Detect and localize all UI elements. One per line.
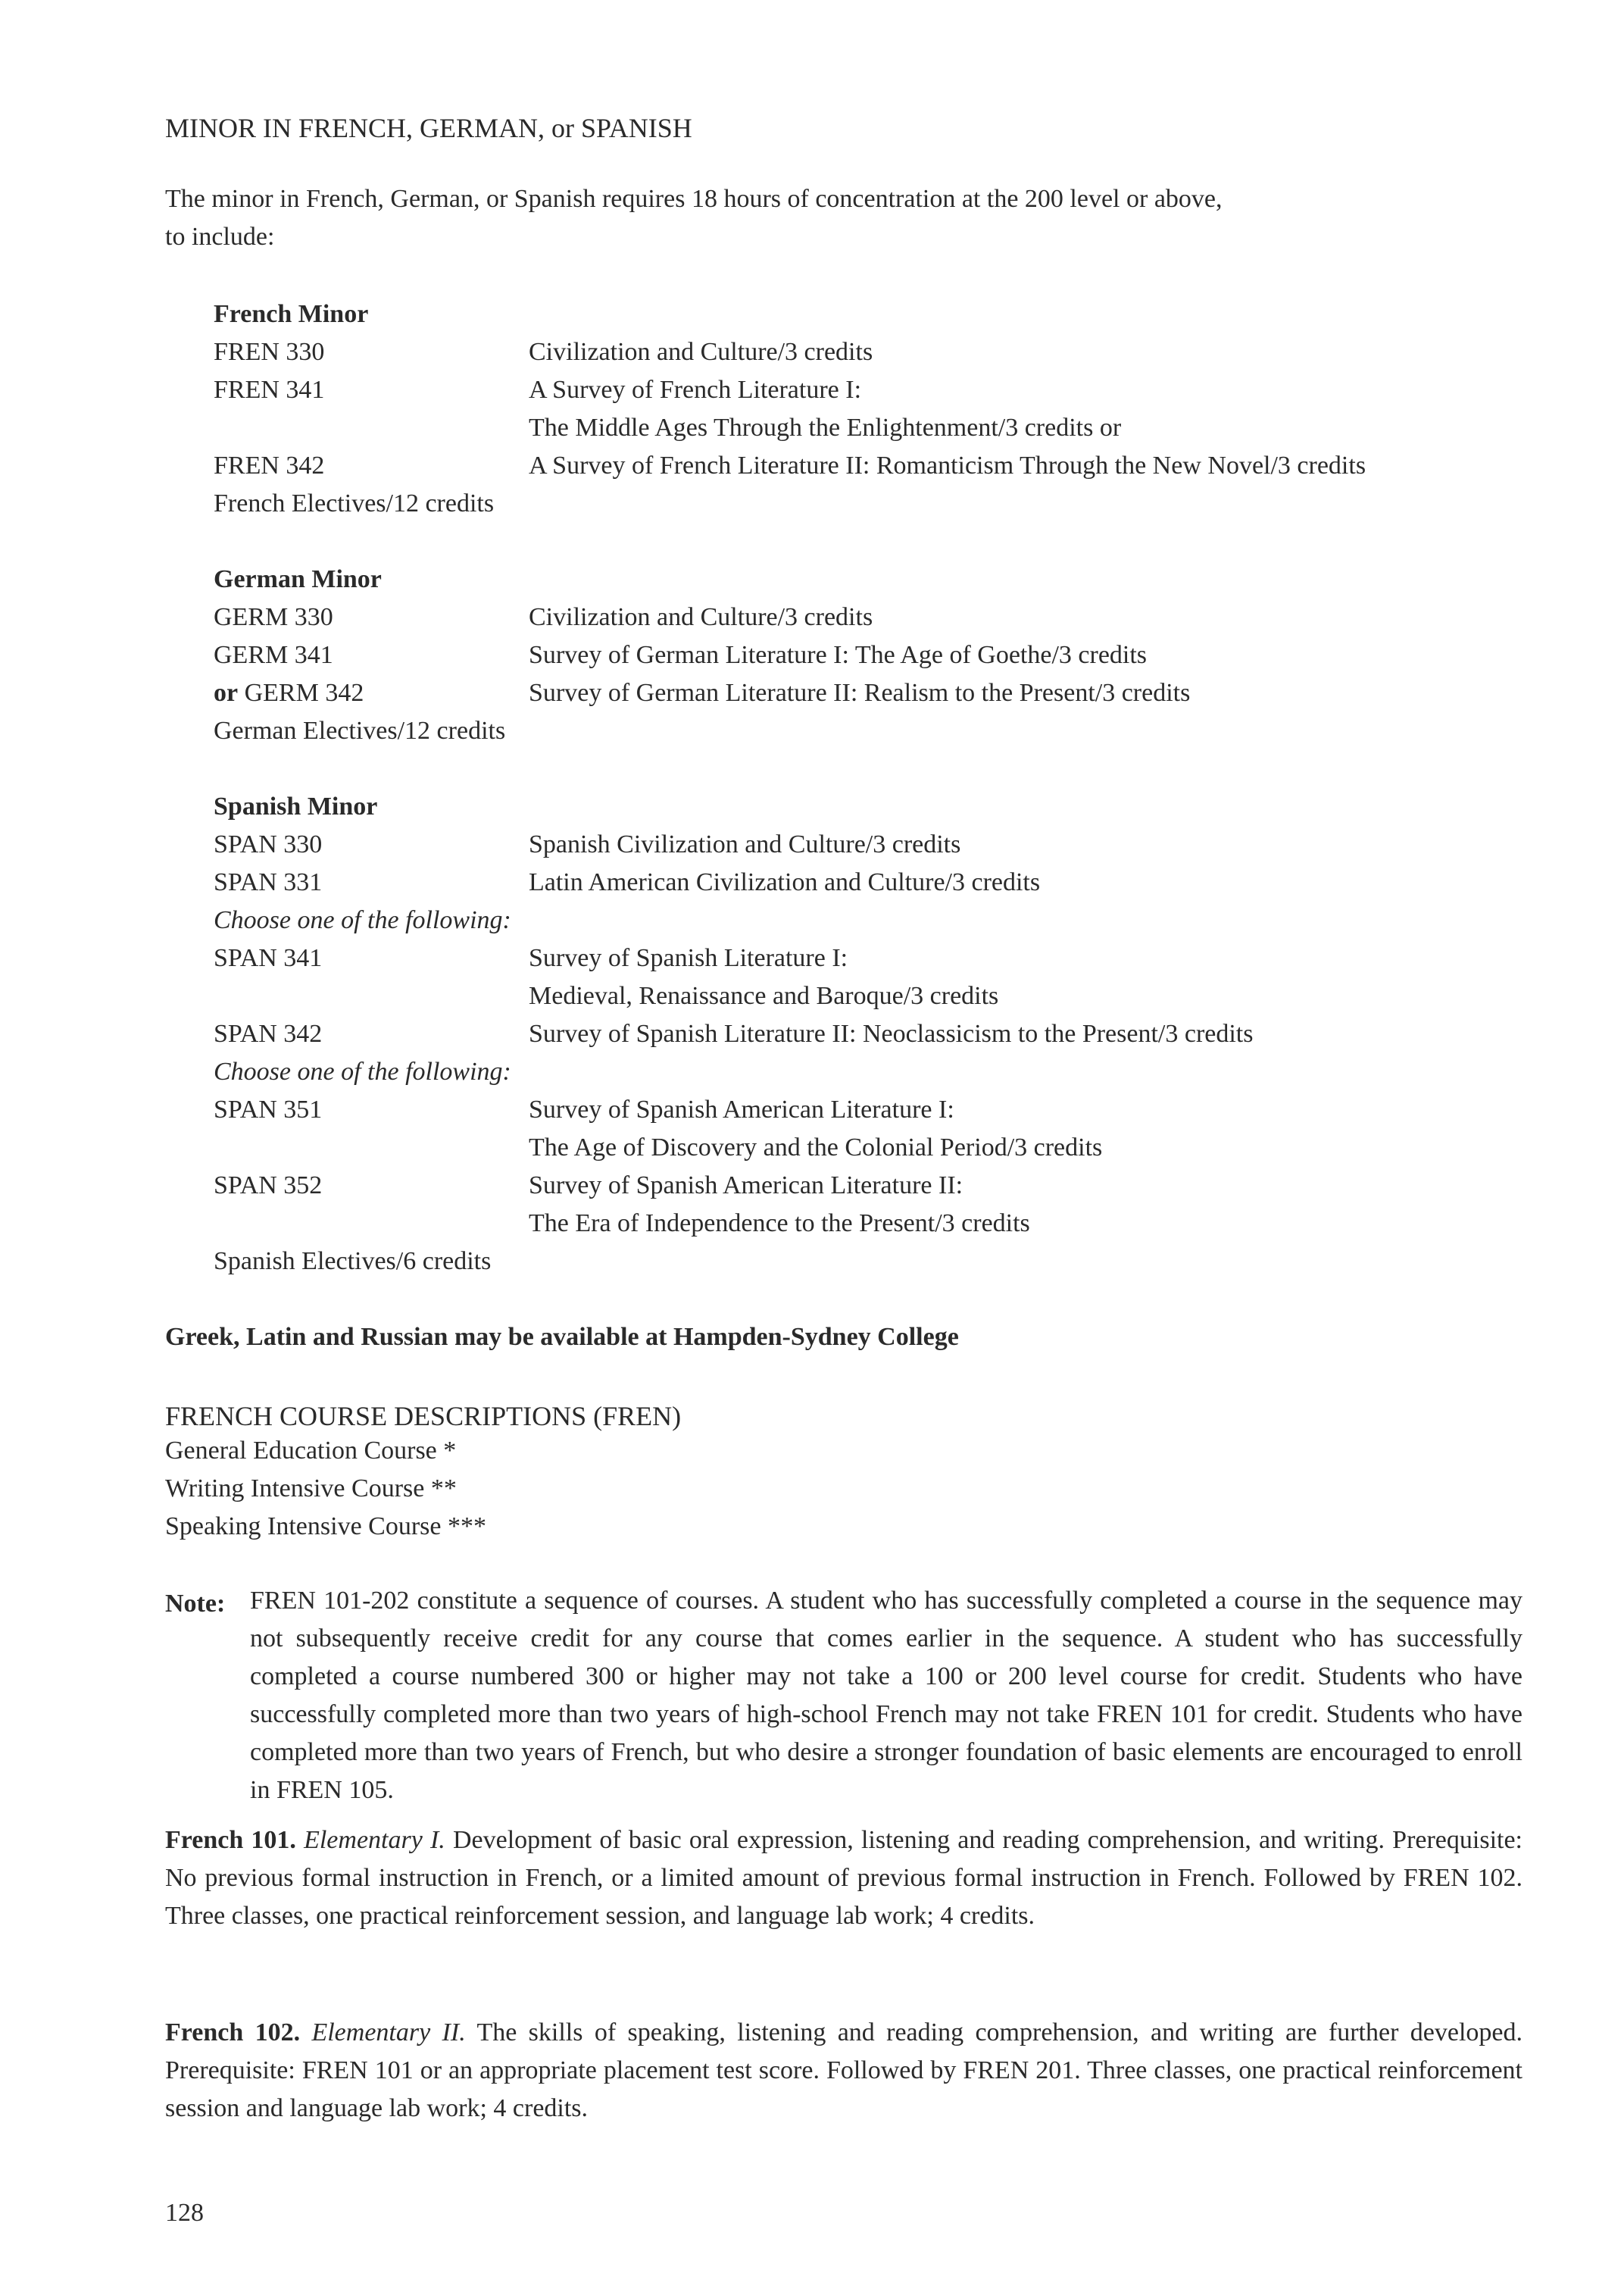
choose-one-label: Choose one of the following: <box>214 1058 511 1086</box>
spanish-course-code: SPAN 341 <box>214 944 323 972</box>
legend-general-education: General Education Course * <box>165 1437 457 1465</box>
spanish-course-desc: Survey of Spanish American Literature II: <box>529 1171 963 1199</box>
course-french-102 <box>165 2014 1522 2128</box>
french-course-code: FREN 341 <box>214 376 325 404</box>
german-course-code: GERM 342 <box>244 679 364 707</box>
french-course-desc: A Survey of French Literature I: <box>529 376 862 404</box>
german-course-desc: Civilization and Culture/3 credits <box>529 603 873 631</box>
spanish-course-desc-cont: Medieval, Renaissance and Baroque/3 credits <box>529 982 999 1010</box>
german-course-code: GERM 330 <box>214 603 333 631</box>
course-description: Development of basic oral expression, listening and reading comprehension, and writing. Prerequisite: No previous formal instruction in French, or a limited amount of previous formal instruction in French. Followed by FREN 102. Three classes, one practical reinforcement session, and language lab work; 4 credits. <box>165 1826 1522 1930</box>
spanish-course-code: SPAN 330 <box>214 830 323 858</box>
spanish-course-code: SPAN 351 <box>214 1096 323 1124</box>
spanish-minor-heading: Spanish Minor <box>214 793 378 821</box>
spanish-course-desc: Survey of Spanish Literature I: <box>529 944 848 972</box>
spanish-course-desc: Spanish Civilization and Culture/3 credits <box>529 830 961 858</box>
german-electives: German Electives/12 credits <box>214 717 506 745</box>
german-course-desc: Survey of German Literature II: Realism to the Present/3 credits <box>529 679 1191 707</box>
choose-one-label: Choose one of the following: <box>214 906 511 934</box>
spanish-course-desc-cont: The Age of Discovery and the Colonial Period/3 credits <box>529 1133 1103 1162</box>
german-course-code-alt <box>214 680 364 706</box>
spanish-course-code: SPAN 342 <box>214 1020 323 1048</box>
spanish-course-desc: Survey of Spanish American Literature I: <box>529 1096 954 1124</box>
note-text: FREN 101-202 constitute a sequence of courses. A student who has successfully completed a course in the sequence may not subsequently receive credit for any course that comes earlier in the sequence. A student who has successfully completed a course numbered 300 or higher may not take a 100 or 200 level course for credit. Students who have successfully completed more than two years of high-school French may not take FREN 101 for credit. Students who have completed more than two years of French, but who desire a stronger foundation of basic elements are encouraged to enroll in FREN 105. <box>250 1587 1522 1804</box>
course-code: French 102. <box>165 2018 301 2046</box>
legend-speaking-intensive: Speaking Intensive Course *** <box>165 1512 486 1540</box>
french-electives: French Electives/12 credits <box>214 489 495 517</box>
french-minor-heading: French Minor <box>214 300 369 328</box>
note-label: Note: <box>165 1590 226 1618</box>
course-title: Elementary I. <box>304 1826 445 1854</box>
german-course-desc: Survey of German Literature I: The Age of Goethe/3 credits <box>529 641 1148 669</box>
or-prefix: or <box>214 679 239 707</box>
course-code: French 101. <box>165 1826 296 1854</box>
spanish-course-desc: Survey of Spanish Literature II: Neoclassicism to the Present/3 credits <box>529 1020 1254 1048</box>
course-french-101 <box>165 1821 1522 1935</box>
legend-writing-intensive: Writing Intensive Course ** <box>165 1474 457 1502</box>
french-course-desc-cont: The Middle Ages Through the Enlightenment/3 credits or <box>529 414 1122 442</box>
page-title: MINOR IN FRENCH, GERMAN, or SPANISH <box>165 113 692 143</box>
page-number: 128 <box>165 2199 204 2227</box>
spanish-course-desc: Latin American Civilization and Culture/3 credits <box>529 868 1041 896</box>
french-course-desc: A Survey of French Literature II: Romanticism Through the New Novel/3 credits <box>529 452 1366 480</box>
spanish-electives: Spanish Electives/6 credits <box>214 1247 492 1275</box>
german-minor-heading: German Minor <box>214 565 382 593</box>
german-course-code: GERM 341 <box>214 641 333 669</box>
spanish-course-desc-cont: The Era of Independence to the Present/3 credits <box>529 1209 1030 1237</box>
french-course-desc: Civilization and Culture/3 credits <box>529 338 873 366</box>
course-descriptions-heading: FRENCH COURSE DESCRIPTIONS (FREN) <box>165 1401 682 1431</box>
spanish-course-code: SPAN 352 <box>214 1171 323 1199</box>
spanish-course-code: SPAN 331 <box>214 868 323 896</box>
intro-line-2: to include: <box>165 223 275 251</box>
course-description: The skills of speaking, listening and reading comprehension, and writing are further developed. Prerequisite: FREN 101 or an appropriate placement test score. Followed by FREN 201. Three classes, one practical reinforcement session and language lab work; 4 credits. <box>165 2018 1522 2122</box>
french-course-code: FREN 330 <box>214 338 325 366</box>
intro-line-1: The minor in French, German, or Spanish requires 18 hours of concentration at the 200 level or above, <box>165 185 1223 213</box>
french-course-code: FREN 342 <box>214 452 325 480</box>
other-languages-note: Greek, Latin and Russian may be available at Hampden-Sydney College <box>165 1323 959 1351</box>
course-title: Elementary II. <box>311 2018 466 2046</box>
